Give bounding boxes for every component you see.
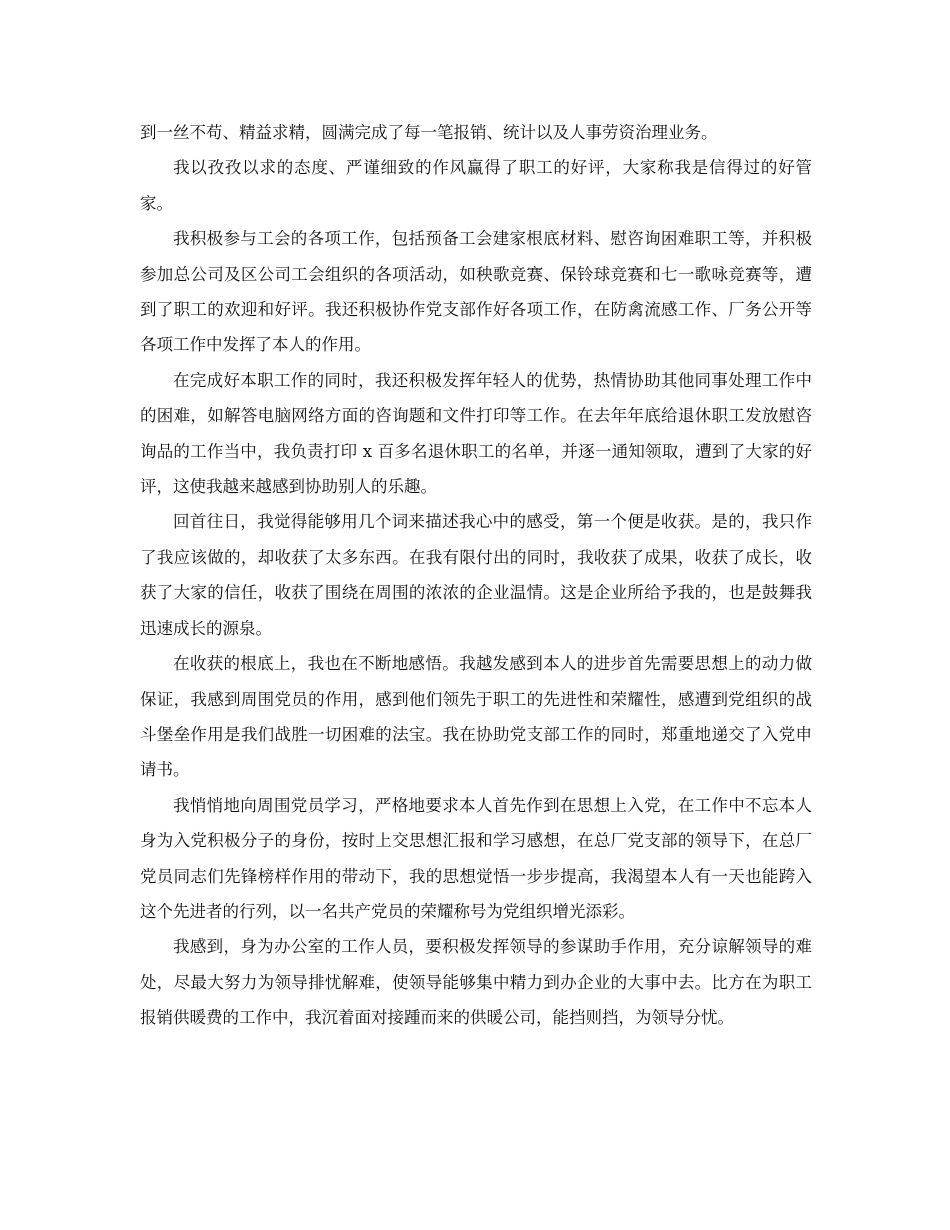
paragraph-office-role: 我感到，身为办公室的工作人员，要积极发挥领导的参谋助手作用，充分谅解领导的难处，尽最大努力为领导排忧解难，使领导能够集中精力到办企业的大事中去。比方在为职工报销供暖费的工作中，我沉着面对接踵而来的供暖公司，能挡则挡，为领导分忧。	[140, 937, 812, 1028]
paragraph-union-work: 我积极参与工会的各项工作，包括预备工会建家根底材料、慰咨询困难职工等，并积极参加总公司及区公司工会组织的各项活动，如秧歌竞赛、保铃球竞赛和七一歌咏竞赛等，遭到了职工的欢迎和好评。我还积极协作党支部作好各项工作，在防禽流感工作、厂务公开等各项工作中发挥了本人的作用。	[140, 229, 812, 355]
paragraph-party-learning: 我悄悄地向周围党员学习，严格地要求本人首先作到在思想上入党，在工作中不忘本人身为入党积极分子的身份，按时上交思想汇报和学习感想，在总厂党支部的领导下，在总厂党员同志们先锋榜样作用的带动下，我的思想觉悟一步步提高，我渴望本人有一天也能跨入这个先进者的行列，以一名共产党员的荣耀称号为党组织增光添彩。	[140, 795, 812, 921]
paragraph-insight: 在收获的根底上，我也在不断地感悟。我越发感到本人的进步首先需要思想上的动力做保证，我感到周围党员的作用，感到他们领先于职工的先进性和荣耀性，感遭到党组织的战斗堡垒作用是我们战胜一切困难的法宝。我在协助党支部工作的同时，郑重地递交了入党申请书。	[140, 654, 812, 780]
paragraph-helping-colleagues: 在完成好本职工作的同时，我还积极发挥年轻人的优势，热情协助其他同事处理工作中的困难，如解答电脑网络方面的咨询题和文件打印等工作。在去年年底给退休职工发放慰咨询品的工作当中，我负责打印 x 百多名退休职工的名单，并逐一通知领取，遭到了大家的好评，这使我越来越感到协助别人的乐趣。	[140, 370, 812, 497]
paragraph-good-steward: 我以孜孜以求的态度、严谨细致的作风赢得了职工的好评，大家称我是信得过的好管家。	[140, 158, 812, 213]
document-body	[140, 115, 812, 1036]
paragraph-harvest: 回首往日，我觉得能够用几个词来描述我心中的感受，第一个便是收获。是的，我只作了我应该做的，却收获了太多东西。在我有限付出的同时，我收获了成果，收获了成长，收获了大家的信任，收获了围绕在周围的浓浓的企业温情。这是企业所给予我的，也是鼓舞我迅速成长的源泉。	[140, 512, 812, 638]
paragraph-continued: 到一丝不苟、精益求精，圆满完成了每一笔报销、统计以及人事劳资治理业务。	[140, 123, 718, 142]
